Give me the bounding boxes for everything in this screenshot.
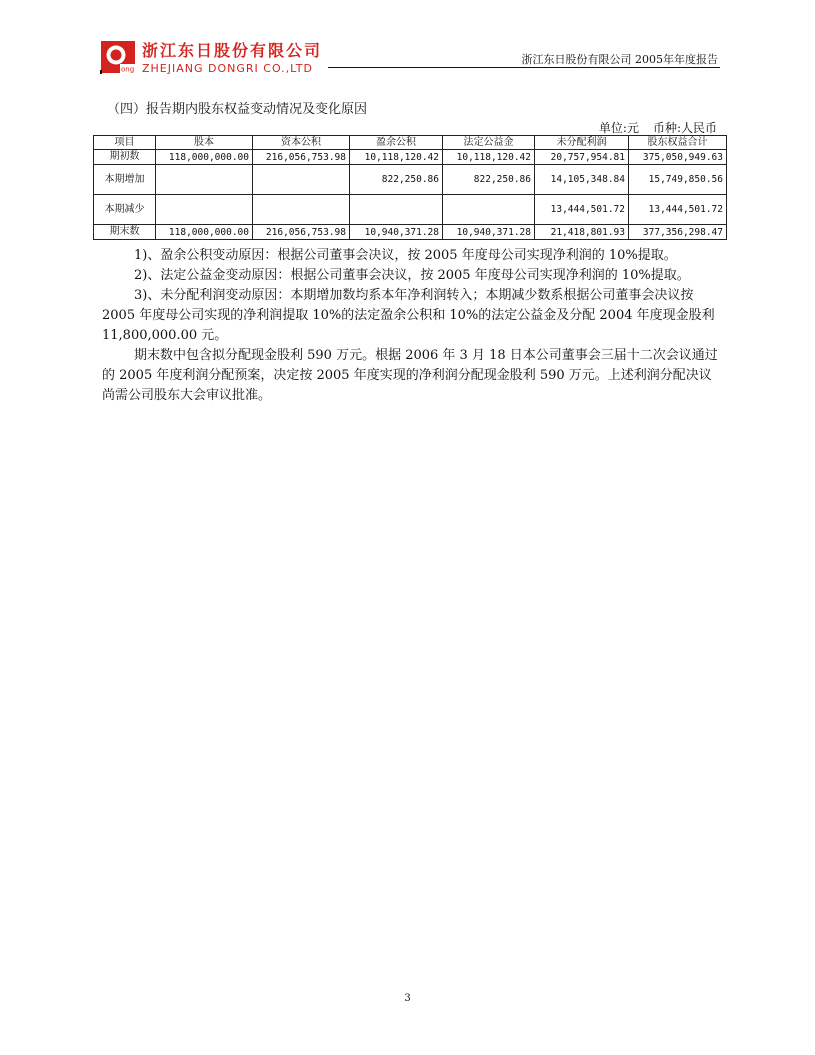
unit-label: 单位:元 xyxy=(598,121,639,135)
table-cell: 21,418,801.93 xyxy=(535,225,629,240)
table-cell: 822,250.86 xyxy=(350,165,443,195)
table-cell: 15,749,850.56 xyxy=(629,165,727,195)
paragraph: 1)、盈余公积变动原因：根据公司董事会决议，按 2005 年度母公司实现净利润的 10%提取。 xyxy=(134,248,677,263)
table-cell: 216,056,753.98 xyxy=(253,225,350,240)
report-title: 浙江东日股份有限公司 2005年年度报告 xyxy=(521,53,718,66)
table-row xyxy=(94,150,727,165)
table-cell: 375,050,949.63 xyxy=(629,150,727,165)
table-cell: 13,444,501.72 xyxy=(629,195,727,225)
table-cell: 10,940,371.28 xyxy=(443,225,535,240)
company-logo-icon xyxy=(100,40,136,74)
table-row xyxy=(94,225,727,240)
header-divider xyxy=(328,67,720,68)
table-cell: 10,118,120.42 xyxy=(443,150,535,165)
table-cell: 216,056,753.98 xyxy=(253,150,350,165)
table-row xyxy=(94,195,727,225)
row-label: 本期减少 xyxy=(94,195,156,225)
page-number: 3 xyxy=(404,993,411,1004)
table-cell xyxy=(443,195,535,225)
logo-mark-text: ong xyxy=(121,65,135,74)
header-mark xyxy=(100,70,102,74)
table-cell xyxy=(156,165,253,195)
logo-company-name-cn: 浙江东日股份有限公司 xyxy=(142,41,323,60)
table-cell xyxy=(253,195,350,225)
paragraph: 2)、法定公益金变动原因：根据公司董事会决议，按 2005 年度母公司实现净利润的 10%提取。 xyxy=(134,268,690,283)
table-cell: 822,250.86 xyxy=(443,165,535,195)
section-title: （四）报告期内股东权益变动情况及变化原因 xyxy=(107,102,368,117)
table-header-row xyxy=(94,136,727,150)
page-header xyxy=(100,38,720,80)
table-cell: 20,757,954.81 xyxy=(535,150,629,165)
table-cell: 13,444,501.72 xyxy=(535,195,629,225)
explanation-text xyxy=(102,246,720,406)
logo-company-name-en: ZHEJIANG DONGRI CO.,LTD xyxy=(142,62,313,75)
unit-line xyxy=(599,119,717,136)
table-cell: 14,105,348.84 xyxy=(535,165,629,195)
row-label: 本期增加 xyxy=(94,165,156,195)
table-header-cell: 股本 xyxy=(156,136,253,150)
row-label: 期末数 xyxy=(94,225,156,240)
currency-label: 币种:人民币 xyxy=(652,121,717,135)
table-cell: 10,940,371.28 xyxy=(350,225,443,240)
equity-change-table xyxy=(93,135,727,240)
table-cell: 10,118,120.42 xyxy=(350,150,443,165)
paragraph: 3)、未分配利润变动原因：本期增加数均系本年净利润转入；本期减少数系根据公司董事会决议按 2005 年度母公司实现的净利润提取 10%的法定盈余公积和 10%的法定公益金及分配 2004 年度现金股利 11,800,000.00 元。 xyxy=(102,288,715,343)
table-cell: 377,356,298.47 xyxy=(629,225,727,240)
table-cell xyxy=(350,195,443,225)
table-row xyxy=(94,165,727,195)
table-header-cell: 盈余公积 xyxy=(350,136,443,150)
table-header-cell: 项目 xyxy=(94,136,156,150)
paragraph: 期末数中包含拟分配现金股利 590 万元。根据 2006 年 3 月 18 日本公司董事会三届十二次会议通过的 2005 年度利润分配预案，决定按 2005 年度实现的净利润分配现金股利 590 万元。上述利润分配决议尚需公司股东大会审议批准。 xyxy=(102,348,718,403)
table-cell xyxy=(156,195,253,225)
table-header-cell: 资本公积 xyxy=(253,136,350,150)
table-header-cell: 未分配利润 xyxy=(535,136,629,150)
table-cell: 118,000,000.00 xyxy=(156,150,253,165)
table-header-cell: 股东权益合计 xyxy=(629,136,727,150)
row-label: 期初数 xyxy=(94,150,156,165)
table-header-cell: 法定公益金 xyxy=(443,136,535,150)
table-cell xyxy=(253,165,350,195)
table-cell: 118,000,000.00 xyxy=(156,225,253,240)
